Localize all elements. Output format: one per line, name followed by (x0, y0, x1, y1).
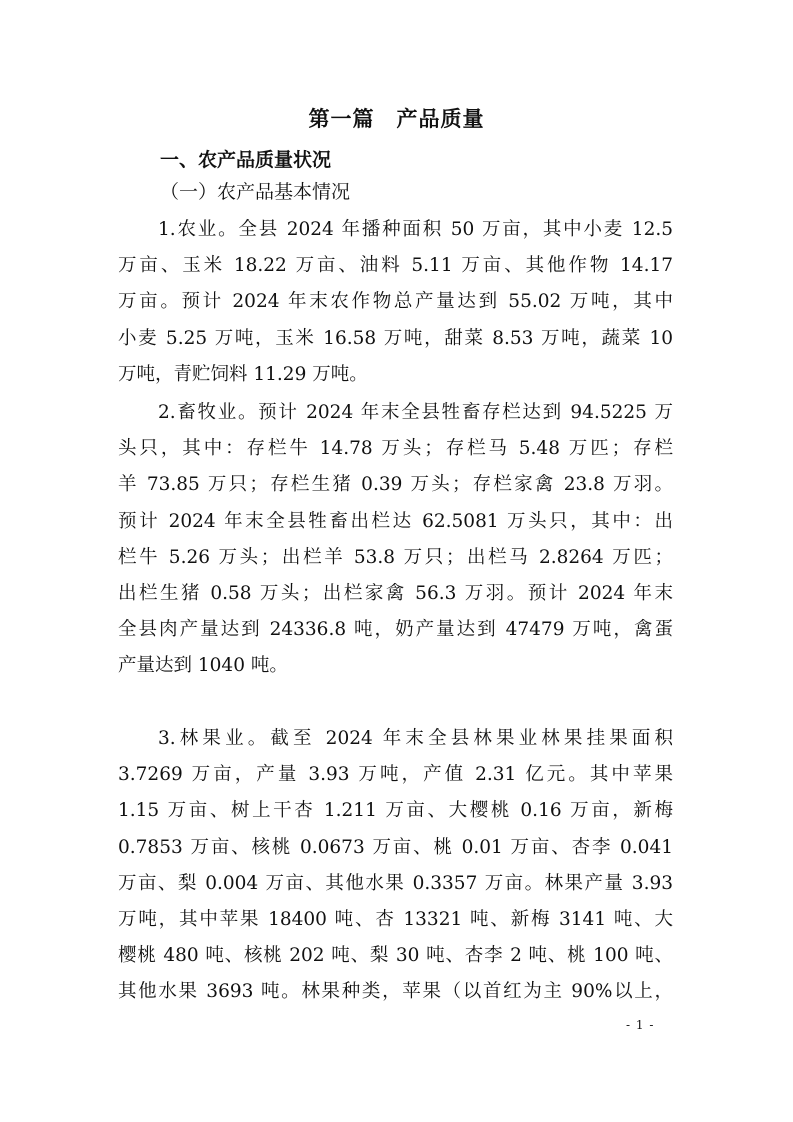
paragraph-line: 1.农业。全县 2024 年播种面积 50 万亩，其中小麦 12.5 (158, 219, 673, 240)
paragraph-agriculture (118, 212, 673, 393)
paragraph-line: 羊 73.85 万只；存栏生猪 0.39 万头；存栏家禽 23.8 万羽。 (118, 474, 673, 496)
paragraph-line: 小麦 5.25 万吨，玉米 16.58 万吨，甜菜 8.53 万吨，蔬菜 10 (118, 327, 673, 349)
paragraph-line: 3.林果业。截至 2024 年末全县林果业林果挂果面积 (158, 728, 673, 749)
paragraph-line: 栏牛 5.26 万头；出栏羊 53.8 万只；出栏马 2.8264 万匹； (118, 546, 673, 568)
paragraph-line: 3.7269 万亩，产量 3.93 万吨，产值 2.31 亿元。其中苹果 (118, 764, 673, 786)
paragraph-line: 其他水果 3693 吨。林果种类，苹果（以首红为主 90%以上， (118, 981, 673, 1003)
paragraph-line: 万吨，青贮饲料 11.29 万吨。 (118, 363, 368, 385)
paragraph-line: 全县肉产量达到 24336.8 吨，奶产量达到 47479 万吨，禽蛋 (118, 619, 673, 641)
paragraph-livestock (118, 395, 673, 685)
paragraph-line: 0.7853 万亩、核桃 0.0673 万亩、桃 0.01 万亩、杏李 0.041 (118, 836, 673, 858)
paragraph-line: 万亩、梨 0.004 万亩、其他水果 0.3357 万亩。林果产量 3.93 (118, 872, 673, 894)
paragraph-line: 头只，其中：存栏牛 14.78 万头；存栏马 5.48 万匹；存栏 (118, 438, 673, 460)
page-number: - 1 - (626, 1018, 655, 1032)
page-title: 第一篇 产品质量 (308, 106, 485, 131)
paragraph-line: 2.畜牧业。预计 2024 年末全县牲畜存栏达到 94.5225 万 (158, 402, 673, 423)
section-heading: 一、农产品质量状况 (160, 149, 332, 171)
paragraph-line: 万吨，其中苹果 18400 吨、杏 13321 吨、新梅 3141 吨、大 (118, 909, 673, 931)
paragraph-forestry-fruit (118, 721, 673, 1011)
paragraph-line: 产量达到 1040 吨。 (118, 655, 288, 677)
paragraph-line: 樱桃 480 吨、核桃 202 吨、梨 30 吨、杏李 2 吨、桃 100 吨、 (118, 945, 673, 967)
paragraph-line: 预计 2024 年末全县牲畜出栏达 62.5081 万头只，其中：出 (118, 510, 673, 532)
paragraph-line: 万亩、玉米 18.22 万亩、油料 5.11 万亩、其他作物 14.17 (118, 255, 673, 277)
subsection-heading: （一）农产品基本情况 (160, 181, 351, 203)
paragraph-line: 万亩。预计 2024 年末农作物总产量达到 55.02 万吨，其中 (118, 291, 673, 313)
paragraph-line: 出栏生猪 0.58 万头；出栏家禽 56.3 万羽。预计 2024 年末 (118, 583, 673, 605)
paragraph-line: 1.15 万亩、树上干杏 1.211 万亩、大樱桃 0.16 万亩，新梅 (118, 800, 673, 822)
